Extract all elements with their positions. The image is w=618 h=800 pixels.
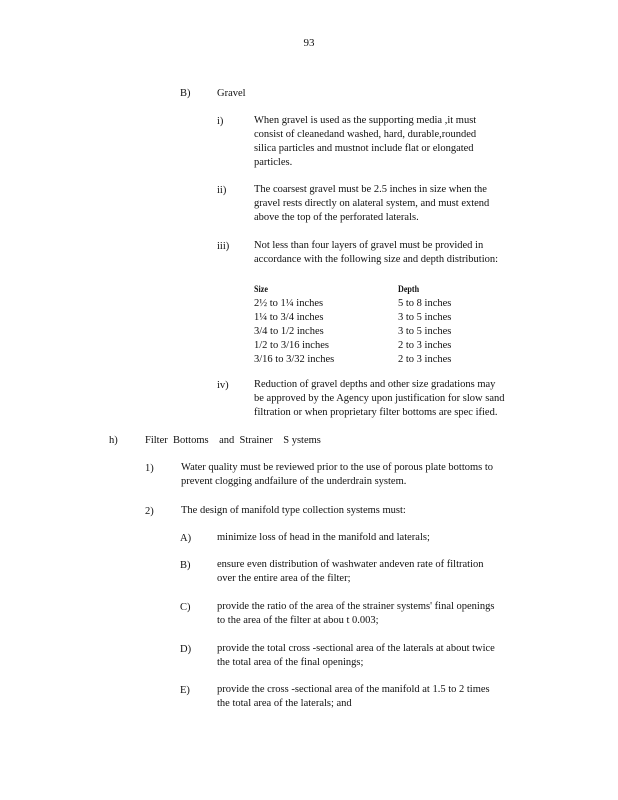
table-cell: 3/4 to 1/2 inches <box>254 326 324 337</box>
table-cell: 3 to 5 inches <box>398 326 452 337</box>
table-header-depth: Depth <box>398 285 420 295</box>
text-line: particles. <box>254 157 293 168</box>
item-ii-marker: ii) <box>217 185 227 196</box>
text-line: provide the total cross -sectional area of the laterals at about twice <box>217 643 495 654</box>
text-line: filtration or when proprietary filter bottoms are spec ified. <box>254 407 498 418</box>
subitem-d-text <box>217 642 495 670</box>
text-line: provide the ratio of the area of the strainer systems' final openings <box>217 601 495 612</box>
subitem-a-marker: A) <box>180 533 192 544</box>
section-b-title: Gravel <box>217 88 246 99</box>
text-line: above the top of the perforated laterals. <box>254 212 419 223</box>
text-line: Not less than four layers of gravel must be provided in <box>254 240 484 251</box>
table-cell: 5 to 8 inches <box>398 298 452 309</box>
item-ii-text <box>254 183 489 225</box>
subitem-e-text <box>217 683 490 711</box>
item-iii-text <box>254 239 498 267</box>
text-line: to the area of the filter at abou t 0.003; <box>217 615 379 626</box>
text-line: accordance with the following size and depth distribution: <box>254 254 499 265</box>
subitem-c-marker: C) <box>180 602 191 613</box>
text-line: When gravel is used as the supporting media ,it must <box>254 115 477 126</box>
item-2-text <box>181 504 406 518</box>
item-1-marker: 1) <box>145 463 154 474</box>
item-iii-marker: iii) <box>217 241 230 252</box>
table-cell: 1/2 to 3/16 inches <box>254 340 329 351</box>
text-line: prevent clogging andfailure of the underdrain system. <box>181 476 407 487</box>
item-iv-marker: iv) <box>217 380 229 391</box>
table-cell: 2 to 3 inches <box>398 340 452 351</box>
text-line: Water quality must be reviewed prior to the use of porous plate bottoms to <box>181 462 494 473</box>
text-line: minimize loss of head in the manifold and laterals; <box>217 532 430 543</box>
table-cell: 1¼ to 3/4 inches <box>254 312 324 323</box>
table-cell: 3 to 5 inches <box>398 312 452 323</box>
text-line: gravel rests directly on alateral system, and must extend <box>254 198 490 209</box>
subitem-c-text <box>217 600 494 628</box>
item-1-text <box>181 461 493 489</box>
subitem-b-marker: B) <box>180 560 191 571</box>
text-line: The coarsest gravel must be 2.5 inches in size when the <box>254 184 487 195</box>
gravel-table-size-column <box>254 283 334 367</box>
table-cell: 2 to 3 inches <box>398 354 452 365</box>
subitem-a-text <box>217 531 430 545</box>
text-line: the total area of the laterals; and <box>217 698 352 709</box>
page-number: 93 <box>303 37 315 49</box>
subitem-e-marker: E) <box>180 685 190 696</box>
section-b-marker: B) <box>180 88 191 99</box>
text-line: silica particles and mustnot include flat or elongated <box>254 143 474 154</box>
table-cell: 3/16 to 3/32 inches <box>254 354 335 365</box>
item-2-marker: 2) <box>145 506 154 517</box>
gravel-table-depth-column <box>398 283 451 367</box>
text-line: ensure even distribution of washwater andeven rate of filtration <box>217 559 484 570</box>
section-h-title: Filter Bottoms and Strainer S ystems <box>145 435 321 446</box>
item-i-text <box>254 114 476 170</box>
text-line: Reduction of gravel depths and other size gradations may <box>254 379 496 390</box>
text-line: over the entire area of the filter; <box>217 573 351 584</box>
text-line: consist of cleanedand washed, hard, durable,rounded <box>254 129 477 140</box>
item-i-marker: i) <box>217 116 224 127</box>
text-line: be approved by the Agency upon justification for slow sand <box>254 393 505 404</box>
table-cell: 2½ to 1¼ inches <box>254 298 324 309</box>
subitem-d-marker: D) <box>180 644 192 655</box>
table-header-size: Size <box>254 285 268 295</box>
text-line: The design of manifold type collection systems must: <box>181 505 406 516</box>
text-line: the total area of the final openings; <box>217 657 364 668</box>
subitem-b-text <box>217 558 484 586</box>
text-line: provide the cross -sectional area of the manifold at 1.5 to 2 times <box>217 684 490 695</box>
item-iv-text <box>254 378 505 420</box>
section-h-marker: h) <box>109 435 118 446</box>
